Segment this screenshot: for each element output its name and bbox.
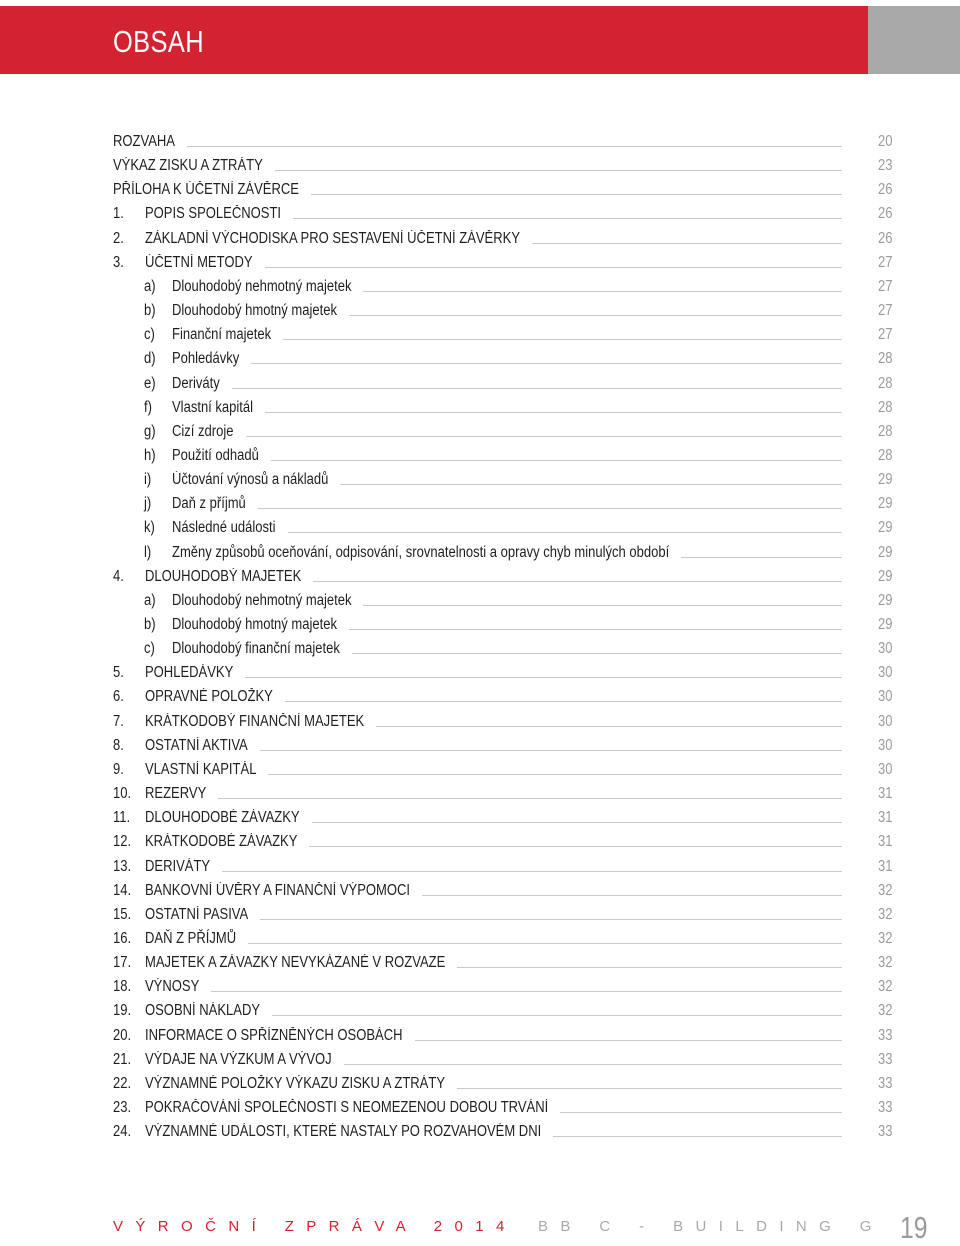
toc-number: 19. <box>113 1002 132 1020</box>
toc-page-number: 33 <box>878 1026 893 1044</box>
toc-letter: c) <box>144 640 155 658</box>
toc-row[interactable] <box>0 758 960 782</box>
toc-page-number: 33 <box>878 1074 893 1092</box>
toc-leader-line <box>268 774 842 775</box>
toc-page-number: 23 <box>878 157 893 175</box>
toc-number: 16. <box>113 929 132 947</box>
toc-leader-line <box>218 798 842 799</box>
toc-page-number: 27 <box>878 253 893 271</box>
toc-page-number: 31 <box>878 809 893 827</box>
toc-page-number: 28 <box>878 446 893 464</box>
toc-page-number: 30 <box>878 664 893 682</box>
toc-row[interactable] <box>0 830 960 854</box>
toc-page-number: 27 <box>878 277 893 295</box>
toc-page-number: 28 <box>878 422 893 440</box>
toc-number: 11. <box>113 809 131 827</box>
toc-title: Použití odhadů <box>172 446 259 464</box>
toc-row[interactable] <box>0 637 960 661</box>
toc-title: Cizí zdroje <box>172 422 234 440</box>
toc-leader-line <box>344 1064 842 1065</box>
toc-leader-line <box>376 726 842 727</box>
toc-page-number: 29 <box>878 591 893 609</box>
toc-number: 9. <box>113 760 124 778</box>
toc-page-number: 27 <box>878 326 893 344</box>
toc-page-number: 33 <box>878 1099 893 1116</box>
toc-row[interactable] <box>0 975 960 999</box>
footer-report-title: VÝROČNÍ ZPRÁVA 2014 <box>113 1218 517 1235</box>
toc-letter: d) <box>144 350 156 368</box>
toc-page-number: 30 <box>878 736 893 754</box>
toc-page-number: 31 <box>878 833 893 851</box>
toc-leader-line <box>271 460 842 461</box>
toc-row[interactable] <box>0 347 960 371</box>
toc-leader-line <box>311 194 842 195</box>
toc-row[interactable] <box>0 154 960 178</box>
toc-leader-line <box>312 822 842 823</box>
toc-page-number: 30 <box>878 688 893 706</box>
toc-title: Účtování výnosů a nákladů <box>172 471 329 489</box>
toc-row[interactable] <box>0 589 960 613</box>
toc-number: 15. <box>113 905 132 923</box>
toc-leader-line <box>222 871 842 872</box>
toc-leader-line <box>457 967 842 968</box>
toc-leader-line <box>415 1040 842 1041</box>
toc-row[interactable] <box>0 613 960 637</box>
toc-row[interactable] <box>0 1048 960 1072</box>
toc-page-number: 29 <box>878 495 893 513</box>
toc-title: Dlouhodobý hmotný majetek <box>172 302 338 320</box>
toc-page-number: 28 <box>878 374 893 392</box>
toc-letter: l) <box>144 543 152 561</box>
toc-row[interactable] <box>0 710 960 734</box>
toc-leader-line <box>349 315 842 316</box>
toc-number: 12. <box>113 833 132 851</box>
toc-letter: a) <box>144 591 156 609</box>
toc-row[interactable] <box>0 1120 960 1144</box>
toc-row[interactable] <box>0 275 960 299</box>
toc-title: VÝDAJE NA VÝZKUM A VÝVOJ <box>145 1050 332 1068</box>
toc-row[interactable] <box>0 372 960 396</box>
toc-row[interactable] <box>0 1096 960 1120</box>
toc-number: 13. <box>113 857 132 875</box>
toc-leader-line <box>681 557 842 558</box>
toc-title: ÚČETNÍ METODY <box>145 253 253 271</box>
toc-title: DLOUHODOBÝ MAJETEK <box>145 567 302 585</box>
toc-row[interactable] <box>0 227 960 251</box>
footer-company-name: BB C - BUILDING G <box>538 1218 884 1235</box>
toc-title: DAŇ Z PŘÍJMŮ <box>145 929 237 947</box>
toc-title: Pohledávky <box>172 350 240 368</box>
toc-leader-line <box>285 701 842 702</box>
toc-leader-line <box>211 991 842 992</box>
toc-row[interactable] <box>0 178 960 202</box>
toc-title: OPRAVNÉ POLOŽKY <box>145 688 273 706</box>
toc-row[interactable] <box>0 468 960 492</box>
toc-page-number: 29 <box>878 471 893 489</box>
toc-title: INFORMACE O SPŘÍZNĚNÝCH OSOBÁCH <box>145 1026 403 1044</box>
toc-title: Následné události <box>172 519 276 537</box>
toc-row[interactable] <box>0 541 960 565</box>
toc-row[interactable] <box>0 299 960 323</box>
toc-title: VÝZNAMNÉ UDÁLOSTI, KTERÉ NASTALY PO ROZVAHOVÉM DNI <box>145 1123 542 1141</box>
toc-page-number: 29 <box>878 519 893 537</box>
toc-leader-line <box>283 339 842 340</box>
toc-row[interactable] <box>0 927 960 951</box>
toc-number: 2. <box>113 229 124 247</box>
toc-row[interactable] <box>0 130 960 154</box>
toc-page-number: 26 <box>878 205 893 223</box>
toc-leader-line <box>363 291 842 292</box>
toc-page-number: 32 <box>878 905 893 923</box>
toc-leader-line <box>245 677 842 678</box>
toc-leader-line <box>248 943 842 944</box>
toc-leader-line <box>422 895 842 896</box>
toc-row[interactable] <box>0 999 960 1023</box>
toc-page-number: 32 <box>878 978 893 996</box>
toc-row[interactable] <box>0 661 960 685</box>
toc-row[interactable] <box>0 903 960 927</box>
toc-leader-line <box>352 653 842 654</box>
toc-page-number: 33 <box>878 1050 893 1068</box>
toc-title: Dlouhodobý nehmotný majetek <box>172 591 352 609</box>
toc-page-number: 30 <box>878 640 893 658</box>
toc-row[interactable] <box>0 202 960 226</box>
toc-title: VÝKAZ ZISKU A ZTRÁTY <box>113 157 263 175</box>
toc-title: OSTATNÍ PASIVA <box>145 905 249 923</box>
toc-leader-line <box>313 581 842 582</box>
toc-page-number: 30 <box>878 712 893 730</box>
toc-row[interactable] <box>0 879 960 903</box>
toc-leader-line <box>293 218 842 219</box>
toc-leader-line <box>349 629 842 630</box>
toc-page-number: 28 <box>878 398 893 416</box>
toc-leader-line <box>553 1136 842 1137</box>
toc-row[interactable] <box>0 1024 960 1048</box>
toc-title: Vlastní kapitál <box>172 398 254 416</box>
toc-title: Dlouhodobý hmotný majetek <box>172 616 338 633</box>
toc-title: VÝZNAMNÉ POLOŽKY VÝKAZU ZISKU A ZTRÁTY <box>145 1074 446 1092</box>
toc-leader-line <box>232 388 842 389</box>
toc-title: OSOBNÍ NÁKLADY <box>145 1002 261 1020</box>
toc-number: 3. <box>113 253 124 271</box>
toc-page-number: 33 <box>878 1123 893 1141</box>
toc-title: POKRAČOVÁNÍ SPOLEČNOSTI S NEOMEZENOU DOBOU TRVÁNÍ <box>145 1099 549 1116</box>
toc-title: DLOUHODOBÉ ZÁVAZKY <box>145 809 300 827</box>
toc-title: KRÁTKODOBÝ FINANČNÍ MAJETEK <box>145 712 365 730</box>
toc-row[interactable] <box>0 396 960 420</box>
toc-leader-line <box>251 363 842 364</box>
header-gray-block <box>868 6 960 74</box>
toc-page-number: 32 <box>878 1002 893 1020</box>
toc-page-number: 29 <box>878 543 893 561</box>
toc-row[interactable] <box>0 806 960 830</box>
toc-leader-line <box>309 846 842 847</box>
toc-number: 24. <box>113 1123 132 1141</box>
toc-leader-line <box>560 1112 842 1113</box>
toc-title: VÝNOSY <box>145 978 200 996</box>
toc-letter: c) <box>144 326 155 344</box>
toc-page-number: 26 <box>878 229 893 247</box>
toc-letter: h) <box>144 446 156 464</box>
toc-row[interactable] <box>0 734 960 758</box>
toc-page-number: 20 <box>878 133 893 150</box>
toc-title: KRÁTKODOBÉ ZÁVAZKY <box>145 833 298 851</box>
toc-leader-line <box>258 508 842 509</box>
toc-title: MAJETEK A ZÁVAZKY NEVYKÁZANÉ V ROZVAZE <box>145 954 446 972</box>
toc-leader-line <box>246 436 842 437</box>
toc-page-number: 27 <box>878 302 893 320</box>
toc-title: BANKOVNÍ ÚVĚRY A FINANČNÍ VÝPOMOCI <box>145 881 411 899</box>
toc-letter: i) <box>144 471 152 489</box>
toc-row[interactable] <box>0 855 960 879</box>
toc-row[interactable] <box>0 782 960 806</box>
toc-number: 6. <box>113 688 124 706</box>
toc-leader-line <box>272 1015 842 1016</box>
toc-leader-line <box>288 532 842 533</box>
toc-row[interactable] <box>0 565 960 589</box>
toc-page-number: 31 <box>878 785 893 803</box>
toc-letter: b) <box>144 302 156 320</box>
toc-row[interactable] <box>0 444 960 468</box>
toc-page-number: 30 <box>878 760 893 778</box>
toc-number: 10. <box>113 785 132 803</box>
toc-leader-line <box>275 170 842 171</box>
toc-page-number: 32 <box>878 954 893 972</box>
toc-row[interactable] <box>0 492 960 516</box>
toc-letter: f) <box>144 398 152 416</box>
toc-row[interactable] <box>0 1072 960 1096</box>
toc-page-number: 29 <box>878 616 893 633</box>
toc-leader-line <box>265 267 842 268</box>
toc-row[interactable] <box>0 323 960 347</box>
toc-row[interactable] <box>0 685 960 709</box>
toc-number: 8. <box>113 736 124 754</box>
toc-leader-line <box>260 919 842 920</box>
toc-letter: e) <box>144 374 156 392</box>
toc-row[interactable] <box>0 951 960 975</box>
toc-number: 17. <box>113 954 132 972</box>
toc-page-number: 31 <box>878 857 893 875</box>
toc-number: 1. <box>113 205 124 223</box>
toc-title: Změny způsobů oceňování, odpisování, srovnatelnosti a opravy chyb minulých období <box>172 543 670 561</box>
toc-page-number: 29 <box>878 567 893 585</box>
toc-page-number: 28 <box>878 350 893 368</box>
toc-number: 14. <box>113 881 132 899</box>
toc-title: PŘÍLOHA K ÚČETNÍ ZÁVĚRCE <box>113 181 299 199</box>
toc-title: POPIS SPOLEČNOSTI <box>145 205 282 223</box>
toc-title: ZÁKLADNÍ VÝCHODISKA PRO SESTAVENÍ ÚČETNÍ ZÁVĚRKY <box>145 229 521 247</box>
toc-number: 22. <box>113 1074 132 1092</box>
toc-row[interactable] <box>0 251 960 275</box>
toc-leader-line <box>340 484 842 485</box>
toc-letter: j) <box>144 495 152 513</box>
toc-leader-line <box>532 243 842 244</box>
toc-page-number: 32 <box>878 929 893 947</box>
toc-number: 18. <box>113 978 132 996</box>
toc-page-number: 32 <box>878 881 893 899</box>
toc-number: 20. <box>113 1026 132 1044</box>
toc-letter: g) <box>144 422 156 440</box>
toc-title: ROZVAHA <box>113 133 175 150</box>
toc-leader-line <box>457 1088 842 1089</box>
toc-letter: b) <box>144 616 156 633</box>
toc-leader-line <box>265 412 842 413</box>
toc-number: 5. <box>113 664 124 682</box>
toc-row[interactable] <box>0 516 960 540</box>
toc-title: Dlouhodobý finanční majetek <box>172 640 340 658</box>
toc-number: 23. <box>113 1099 132 1116</box>
toc-leader-line <box>187 146 842 147</box>
toc-row[interactable] <box>0 420 960 444</box>
toc-number: 21. <box>113 1050 132 1068</box>
toc-title: VLASTNÍ KAPITÁL <box>145 760 257 778</box>
toc-letter: a) <box>144 277 156 295</box>
toc-title: POHLEDÁVKY <box>145 664 234 682</box>
toc-title: DERIVÁTY <box>145 857 211 875</box>
footer-page-number: 19 <box>900 1210 928 1245</box>
page-title: OBSAH <box>113 24 205 59</box>
toc-title: Deriváty <box>172 374 220 392</box>
toc-title: REZERVY <box>145 785 207 803</box>
toc-leader-line <box>363 605 842 606</box>
toc-title: Dlouhodobý nehmotný majetek <box>172 277 352 295</box>
toc-title: Daň z příjmů <box>172 495 246 513</box>
toc-title: Finanční majetek <box>172 326 272 344</box>
toc-letter: k) <box>144 519 155 537</box>
toc-leader-line <box>260 750 842 751</box>
toc-number: 7. <box>113 712 124 730</box>
toc-page-number: 26 <box>878 181 893 199</box>
toc-title: OSTATNÍ AKTIVA <box>145 736 248 754</box>
toc-number: 4. <box>113 567 124 585</box>
